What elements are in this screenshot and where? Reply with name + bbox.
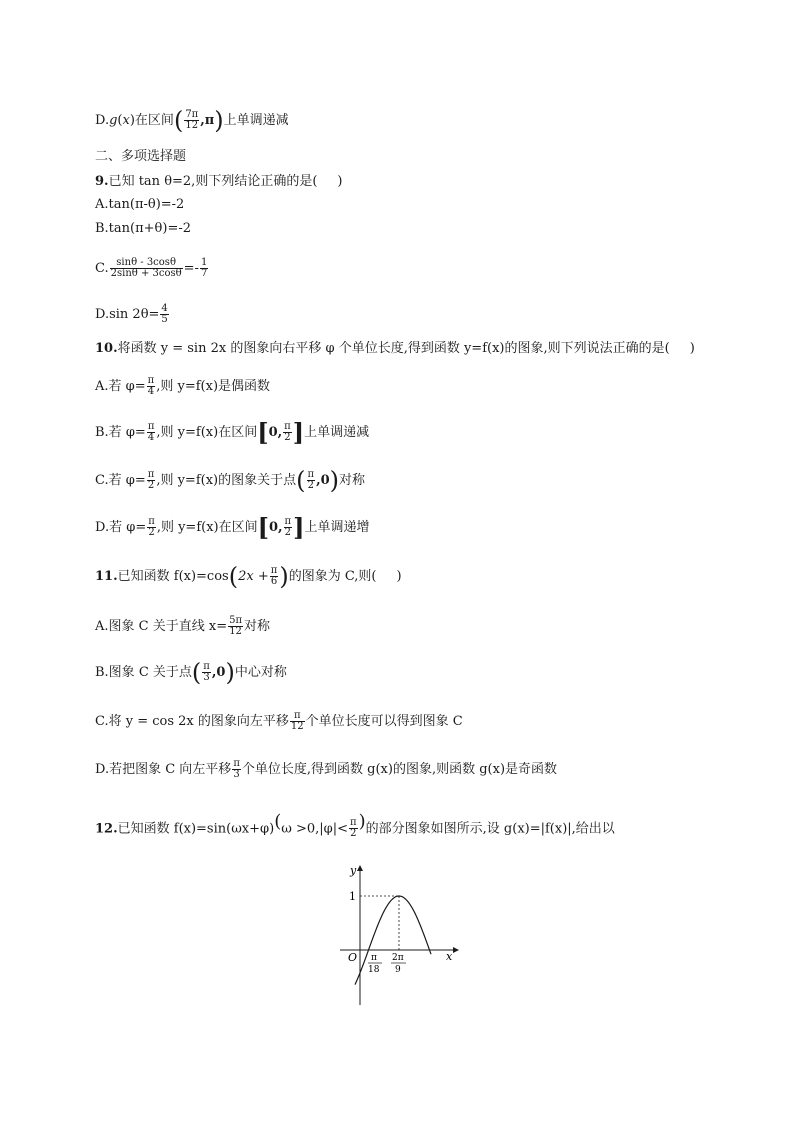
x-tick-1-den: 18 (368, 965, 380, 975)
function-graph (330, 860, 470, 1010)
q9-option-d: D.sin 2θ= $\frac{4}{5}$ (95, 303, 168, 325)
x-tick-1-num: π (371, 953, 377, 963)
q9-option-a: A.tan(π-θ)=-2 (95, 197, 185, 212)
q10-option-b: B.若 φ= $\frac{\pi}{4}$ ,则 y=f(x)在区间[0, $\frac{\pi}{2}$ ]上单调递减 (95, 417, 370, 447)
fraction: $\frac{\pi}{2}$ (147, 469, 155, 491)
q10-option-c: C.若 φ= $\frac{\pi}{2}$ ,则 y=f(x)的图象关于点( $\frac{\pi}{2}$ ,0)对称 (95, 466, 366, 495)
x-tick-2-num: 2π (392, 953, 404, 963)
fraction: $\frac{\pi}{2}$ (148, 516, 155, 538)
x-tick-2-den: 9 (395, 965, 401, 975)
fraction: $\frac{\pi}{4}$ (147, 421, 155, 443)
q10-option-a: A.若 φ= $\frac{\pi}{4}$ ,则 y=f(x)是偶函数 (95, 375, 271, 397)
y-axis-label: y (350, 864, 357, 877)
fraction: $\frac{\pi}{2}$ (307, 469, 315, 491)
origin-label: O (348, 951, 358, 964)
fraction: $\frac{\pi}{3}$ (233, 758, 240, 780)
q11-option-b: B.图象 C 关于点( $\frac{\pi}{3}$ ,0)中心对称 (95, 658, 287, 687)
fraction: $\frac{\pi}{2}$ (350, 817, 357, 840)
x-axis-label: x (446, 950, 453, 963)
fraction: $\frac{4}{5}$ (161, 303, 168, 325)
sine-curve (355, 896, 431, 985)
fraction: $\frac{\pi}{2}$ (284, 516, 292, 538)
y-tick-1: 1 (349, 890, 356, 903)
question-12: 12.已知函数 f(x)=sin(ωx+φ)(ω >0,|φ|< $\frac{\pi}{2}$ )的部分图象如图所示,设 g(x)=|f(x)|,给出以 (95, 811, 615, 840)
section-title: 二、多项选择题 (95, 149, 187, 164)
question-9: 9.已知 tan θ=2,则下列结论正确的是( ) (95, 174, 343, 189)
question-11: 11.已知函数 f(x)=cos(2x + $\frac{\pi}{6}$ )的图象为 C,则( ) (95, 562, 402, 591)
q11-option-c: C.将 y = cos 2x 的图象向左平移 $\frac{\pi}{12}$ 个单位长度可以得到图象 C (95, 710, 463, 732)
q8-option-d: D.g(x)在区间( $\frac{7\pi}{12}$ ,π)上单调递减 (95, 106, 289, 135)
q9-option-b: B.tan(π+θ)=-2 (95, 221, 191, 236)
fraction: $\frac{\pi}{4}$ (147, 375, 155, 397)
fraction: $\frac{\sin\theta - 3\cos\theta}{2\sin\theta + 3\cos\theta}$ (110, 257, 182, 279)
q11-option-d: D.若把图象 C 向左平移 $\frac{\pi}{3}$ 个单位长度,得到函数 g(x)的图象,则函数 g(x)是奇函数 (95, 758, 558, 780)
q11-option-a: A.图象 C 关于直线 x= $\frac{5\pi}{12}$ 对称 (95, 615, 271, 637)
q9-option-c: C. $\frac{\sin\theta - 3\cos\theta}{2\sin\theta + 3\cos\theta}$ =- $\frac{1}{7}$ (95, 257, 208, 279)
q10-option-d: D.若 φ= $\frac{\pi}{2}$ ,则 y=f(x)在区间[0, $\frac{\pi}{2}$ ]上单调递增 (95, 512, 370, 542)
fraction: $\frac{5\pi}{12}$ (229, 615, 243, 637)
fraction: $\frac{1}{7}$ (200, 257, 208, 279)
question-10: 10.将函数 y = sin 2x 的图象向右平移 φ 个单位长度,得到函数 y=f(x)的图象,则下列说法正确的是( ) (95, 341, 695, 356)
fraction: $\frac{\pi}{12}$ (290, 710, 304, 732)
fraction: $\frac{\pi}{3}$ (203, 661, 210, 683)
fraction: $\frac{\pi}{6}$ (270, 565, 278, 587)
fraction: $\frac{\pi}{2}$ (284, 421, 291, 443)
fraction: $\frac{7\pi}{12}$ (185, 109, 199, 131)
